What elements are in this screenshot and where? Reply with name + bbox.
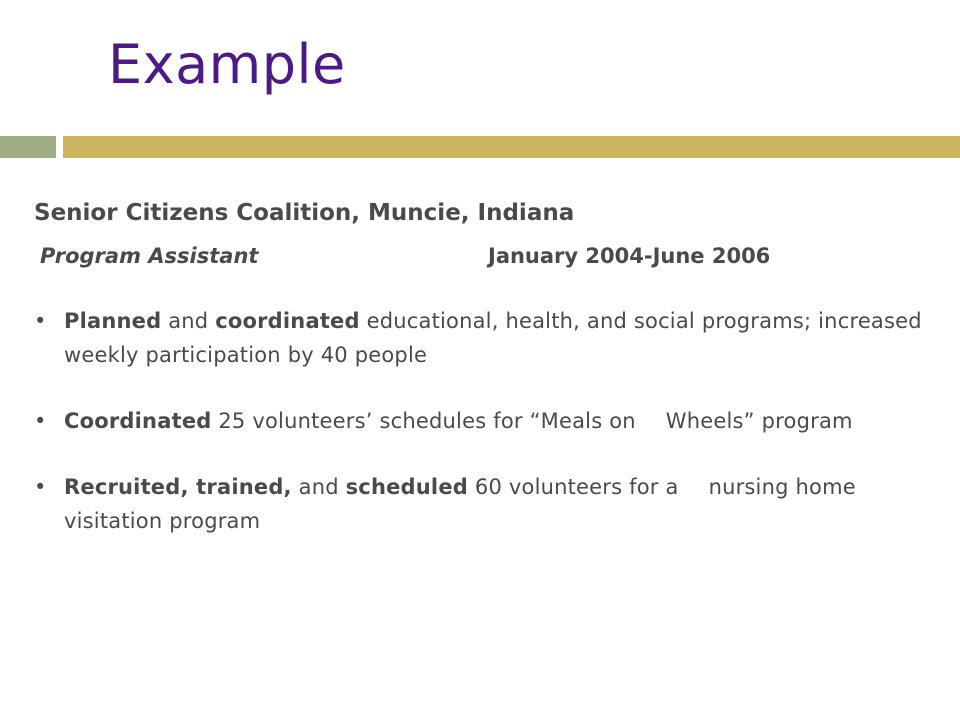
bullet-item [34,304,944,372]
slide-title: Example [108,33,346,96]
bullet-text: 25 volunteers’ schedules for “Meals on [211,409,636,433]
bullet-keyword: scheduled [345,475,469,499]
employment-dates: January 2004-June 2006 [488,244,771,268]
bullet-text: and [161,309,216,333]
bullet-item [34,470,944,538]
bullet-marker: • [34,409,47,433]
bullet-keyword: coordinated [215,309,360,333]
bullet-keyword: Coordinated [64,409,212,433]
bullet-text: nursing home visitation program [64,475,856,533]
bullet-marker: • [34,309,47,333]
bullet-text: 60 volunteers for a [468,475,679,499]
bullet-text: Wheels” program [665,409,853,433]
role-line [40,242,920,270]
bullet-text: and [291,475,346,499]
bullet-keyword: Planned [64,309,162,333]
bullet-keyword: Recruited, trained, [64,475,292,499]
decorative-bar-long [63,136,960,158]
job-title: Program Assistant [40,244,259,268]
organization-heading: Senior Citizens Coalition, Muncie, Indiana [34,200,575,226]
accomplishments-list [34,304,944,570]
bullet-marker: • [34,475,47,499]
bullet-item [34,404,944,438]
decorative-bar-short [0,136,56,158]
bullet-text: educational, health, and social programs; increased weekly participation by 40 people [64,309,922,367]
